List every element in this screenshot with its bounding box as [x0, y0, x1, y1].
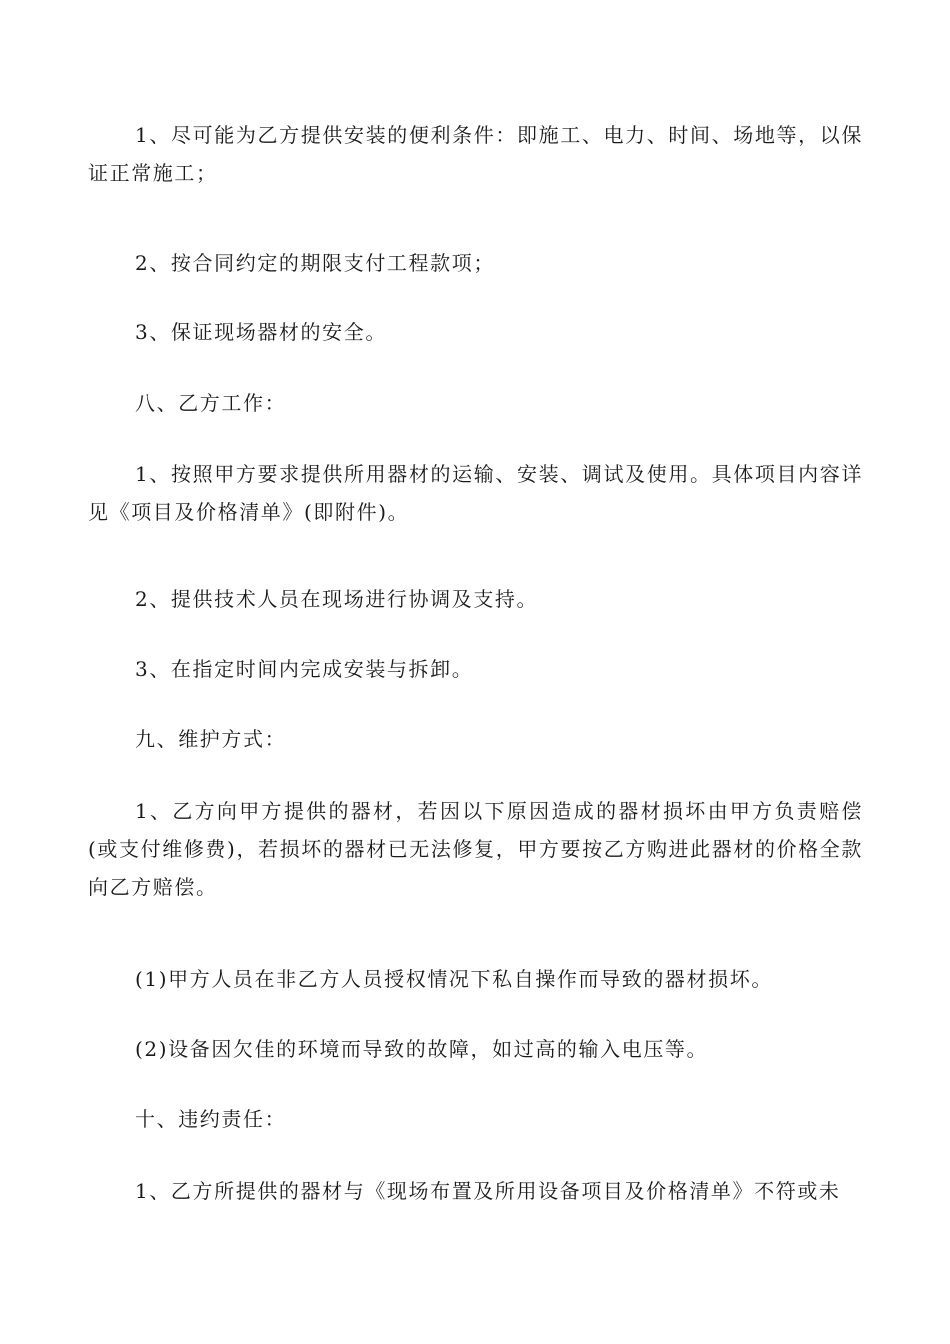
- paragraph-party-a-duty-1: 1、尽可能为乙方提供安装的便利条件：即施工、电力、时间、场地等，以保证正常施工；: [88, 123, 863, 185]
- section-heading-9: 九、维护方式：: [135, 727, 287, 751]
- paragraph-liability-1: 1、乙方所提供的器材与《现场布置及所用设备项目及价格清单》不符或未: [135, 1179, 841, 1203]
- paragraph-party-b-work-3: 3、在指定时间内完成安装与拆卸。: [135, 657, 474, 681]
- paragraph-party-a-duty-3: 3、保证现场器材的安全。: [135, 320, 387, 344]
- paragraph-maintenance-item-1: (1)甲方人员在非乙方人员授权情况下私自操作而导致的器材损坏。: [135, 967, 773, 991]
- paragraph-party-b-work-1: 1、按照甲方要求提供所用器材的运输、安装、调试及使用。具体项目内容详见《项目及价格清单》(即附件)。: [88, 462, 863, 524]
- paragraph-maintenance-1: 1、乙方向甲方提供的器材，若因以下原因造成的器材损坏由甲方负责赔偿(或支付维修费)，若损坏的器材已无法修复，甲方要按乙方购进此器材的价格全款向乙方赔偿。: [88, 799, 863, 899]
- paragraph-party-b-work-2: 2、提供技术人员在现场进行协调及支持。: [135, 587, 539, 611]
- paragraph-party-a-duty-2: 2、按合同约定的期限支付工程款项；: [135, 251, 495, 275]
- section-heading-8: 八、乙方工作：: [135, 391, 287, 415]
- section-heading-10: 十、违约责任：: [135, 1107, 287, 1131]
- paragraph-maintenance-item-2: (2)设备因欠佳的环境而导致的故障，如过高的输入电压等。: [135, 1037, 709, 1061]
